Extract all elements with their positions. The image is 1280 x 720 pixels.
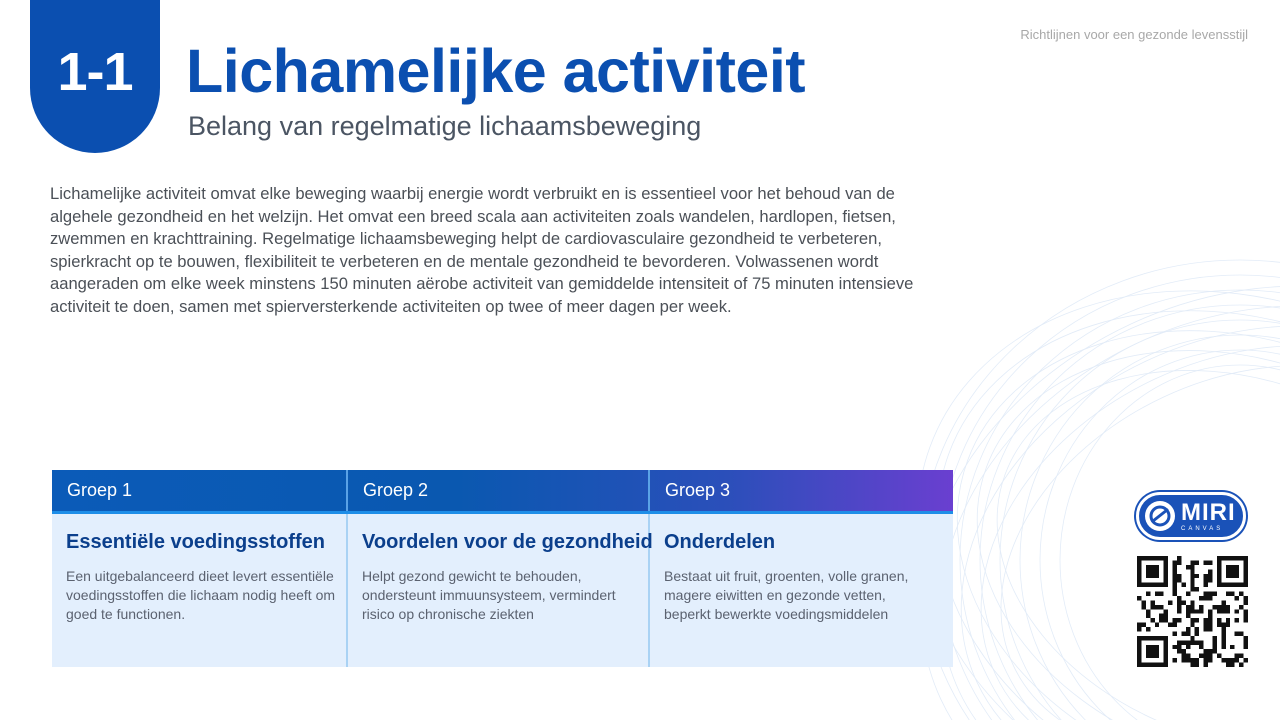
groups-table [52,470,953,667]
cell-text: Een uitgebalanceerd dieet levert essentiële voedingsstoffen die lichaam nodig heeft om goed te functionen. [66,568,336,622]
page-title: Lichamelijke activiteit [186,37,806,105]
logo-tagline: CANVAS [1181,525,1224,532]
table-header-cell: Groep 3 [665,480,731,500]
table-cell [52,514,348,667]
page-subtitle: Belang van regelmatige lichaamsbeweging [188,111,702,141]
header-caption: Richtlijnen voor een gezonde levensstijl [1020,27,1248,42]
section-number-badge [30,0,160,153]
qr-code-icon [1137,556,1248,667]
table-header-cell: Groep 2 [348,470,650,511]
cell-title: Voordelen voor de gezondheid [362,531,653,553]
table-row [52,514,953,667]
miri-logo-icon [1145,501,1175,531]
table-cell [348,514,653,667]
table-header-cell: Groep 1 [52,470,348,511]
body-paragraph: Lichamelijke activiteit omvat elke beweging waarbij energie wordt verbruikt en is essentieel voor het behoud van de algehele gezondheid en het welzijn. Het omvat een breed scala aan activiteiten zoals wandelen, hardlopen, fietsen, zwemmen en krachttraining. Regelmatige lichaamsbeweging helpt de cardiovasculaire gezondheid te verbeteren, spierkracht op te bouwen, flexibiliteit te verbeteren en de mentale gezondheid te bevorderen. Volwassenen wordt aangeraden om elke week minstens 150 minuten aërobe activiteit van gemiddelde intensiteit of 75 minuten intensieve activiteit te doen, samen met spierversterkende activiteiten op twee of meer dagen per week. [50,184,914,316]
cell-title: Essentiële voedingsstoffen [66,531,325,553]
table-header-row [52,470,953,514]
cell-text: Helpt gezond gewicht te behouden, ondersteunt immuunsysteem, vermindert risico op chronische ziekten [362,568,616,622]
miri-logo [1136,492,1246,540]
cell-title: Onderdelen [664,531,776,553]
table-cell [650,514,953,667]
section-number: 1-1 [57,41,133,102]
cell-text: Bestaat uit fruit, groenten, volle granen, magere eiwitten en gezonde vetten, beperkt bewerkte voedingsmiddelen [664,568,909,622]
logo-name: MIRI [1181,498,1236,526]
